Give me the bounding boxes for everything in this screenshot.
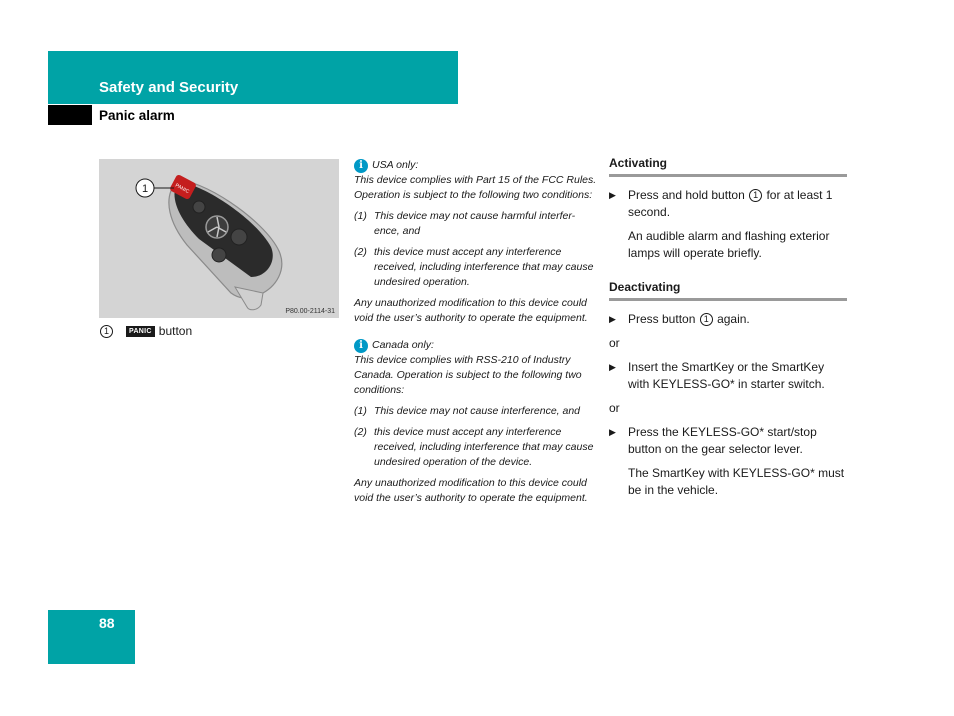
page-number: 88 [99, 615, 115, 631]
usa-condition-1: (1) This device may not cause harmful interfer-ence, and [354, 210, 576, 237]
figure-legend [99, 324, 192, 338]
button-number: 1 [700, 313, 713, 326]
key-panic-label: PANIC [174, 182, 191, 195]
button-number: 1 [749, 189, 762, 202]
usa-note-heading [354, 158, 598, 173]
info-icon: i [354, 159, 368, 173]
usa-note-intro: This device complies with Part 15 of the FCC Rules. Operation is subject to the following two conditions: [354, 174, 597, 201]
usa-note-label: USA only: [372, 159, 419, 171]
smartkey-figure [99, 159, 339, 318]
bullet-arrow-icon: ▶ [609, 427, 616, 437]
canada-note-heading [354, 338, 598, 353]
info-icon: i [354, 339, 368, 353]
legend-text: button [158, 324, 193, 338]
usa-note-closing: Any unauthorized modification to this device could void the user’s authority to operate the equipment. [354, 297, 588, 324]
activating-step: ▶ Press and hold button 1 for at least 1 second. [609, 188, 833, 219]
section-tab-marker [48, 105, 92, 125]
usa-condition-2: (2) this device must accept any interference received, including interference that may cause undesired operation. [354, 246, 594, 288]
legend-number: 1 [100, 325, 113, 338]
activating-note: An audible alarm and flashing exterior lamps will operate briefly. [628, 229, 830, 260]
panic-button-icon: PANIC [126, 326, 155, 337]
smartkey-illustration [99, 159, 339, 318]
image-code: P80.00-2114-31 [285, 308, 335, 315]
canada-condition-2: (2) this device must accept any interference received, including interference that may cause undesired operation of the device. [354, 426, 594, 468]
or-separator: or [609, 336, 620, 350]
deactivating-step-2: ▶ Insert the SmartKey or the SmartKey with KEYLESS-GO* in starter switch. [609, 360, 825, 391]
bullet-arrow-icon: ▶ [609, 362, 616, 372]
deactivating-step-1: ▶ Press button 1 again. [609, 312, 750, 326]
section-title: Safety and Security [99, 79, 239, 96]
canada-condition-1: (1) This device may not cause interference, and [354, 405, 581, 417]
regulatory-notes [354, 158, 598, 512]
canada-note-label: Canada only: [372, 339, 434, 351]
or-separator: or [609, 401, 620, 415]
bullet-arrow-icon: ▶ [609, 314, 616, 324]
section-header-bar [48, 51, 458, 104]
deactivating-heading: Deactivating [609, 279, 847, 301]
canada-note-closing: Any unauthorized modification to this device could void the user’s authority to operate the equipment. [354, 477, 588, 504]
page-subtitle: Panic alarm [99, 108, 175, 123]
page-number-box [48, 610, 135, 664]
deactivating-note: The SmartKey with KEYLESS-GO* must be in the vehicle. [628, 466, 845, 497]
callout-number: 1 [141, 183, 149, 195]
activating-heading: Activating [609, 155, 847, 177]
bullet-arrow-icon: ▶ [609, 190, 616, 200]
canada-note-intro: This device complies with RSS-210 of Industry Canada. Operation is subject to the following two conditions: [354, 354, 582, 396]
deactivating-step-3: ▶ Press the KEYLESS-GO* start/stop button on the gear selector lever. [609, 425, 817, 456]
instructions [609, 155, 847, 506]
